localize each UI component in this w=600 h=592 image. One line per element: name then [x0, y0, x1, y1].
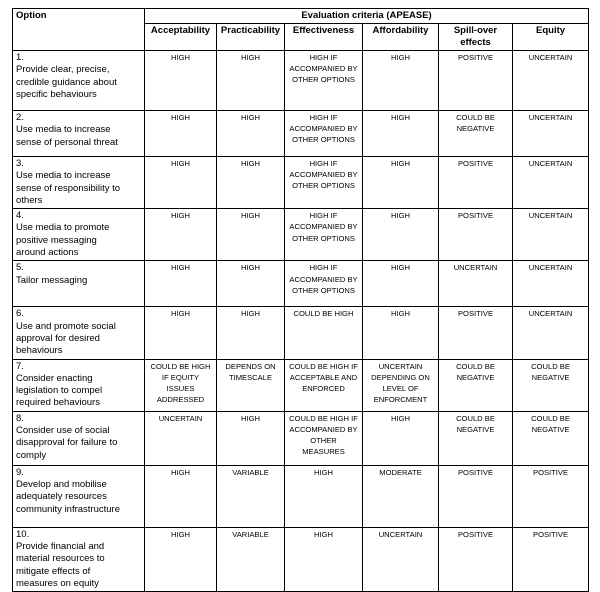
effectiveness-cell: HIGH IF ACCOMPANIED BY OTHER OPTIONS [285, 157, 363, 209]
affordability-cell: UNCERTAIN [363, 527, 439, 591]
spillover-cell: COULD BE NEGATIVE [439, 359, 513, 411]
equity-cell: POSITIVE [513, 527, 589, 591]
equity-cell: UNCERTAIN [513, 307, 589, 359]
table-row [13, 157, 589, 209]
acceptability-cell: HIGH [145, 157, 217, 209]
option-number: 7. [16, 360, 24, 372]
acceptability-cell: COULD BE HIGH IF EQUITY ISSUES ADDRESSED [145, 359, 217, 411]
option-text: Use and promote social approval for desired behaviours [16, 320, 116, 357]
affordability-cell: HIGH [363, 157, 439, 209]
effectiveness-cell: COULD BE HIGH IF ACCOMPANIED BY OTHER MEASURES [285, 411, 363, 465]
column-header-spillover: Spill-over effects [439, 24, 513, 51]
effectiveness-cell: HIGH IF ACCOMPANIED BY OTHER OPTIONS [285, 209, 363, 261]
spillover-cell: POSITIVE [439, 465, 513, 527]
affordability-cell: MODERATE [363, 465, 439, 527]
practicability-cell: HIGH [217, 411, 285, 465]
affordability-cell: UNCERTAIN DEPENDING ON LEVEL OF ENFORCMENT [363, 359, 439, 411]
option-cell [13, 51, 145, 111]
option-number: 6. [16, 308, 24, 320]
affordability-cell: HIGH [363, 307, 439, 359]
equity-cell: COULD BE NEGATIVE [513, 359, 589, 411]
column-header-acceptability: Acceptability [145, 24, 217, 51]
equity-cell: UNCERTAIN [513, 157, 589, 209]
option-number: 10. [16, 528, 30, 540]
spillover-cell: POSITIVE [439, 307, 513, 359]
acceptability-cell: HIGH [145, 307, 217, 359]
spillover-cell: COULD BE NEGATIVE [439, 111, 513, 157]
practicability-cell: DEPENDS ON TIMESCALE [217, 359, 285, 411]
criteria-header: Evaluation criteria (APEASE) [145, 9, 589, 24]
option-cell [13, 111, 145, 157]
spillover-cell: POSITIVE [439, 209, 513, 261]
option-number: 2. [16, 112, 24, 123]
option-number: 9. [16, 466, 24, 478]
column-header-effectiveness: Effectiveness [285, 24, 363, 51]
column-header-practicability: Practicability [217, 24, 285, 51]
option-text: Use media to promote positive messaging around actions [16, 222, 110, 259]
equity-cell: UNCERTAIN [513, 261, 589, 307]
table-row [13, 209, 589, 261]
effectiveness-cell: HIGH IF ACCOMPANIED BY OTHER OPTIONS [285, 111, 363, 157]
option-text: Provide financial and material resources to mitigate effects of measures on equity [16, 541, 105, 589]
table-row [13, 51, 589, 111]
acceptability-cell: HIGH [145, 261, 217, 307]
practicability-cell: HIGH [217, 261, 285, 307]
practicability-cell: HIGH [217, 209, 285, 261]
option-text: Develop and mobilise adequately resources community infrastructure [16, 479, 121, 515]
option-cell [13, 307, 145, 359]
practicability-cell: HIGH [217, 307, 285, 359]
option-cell [13, 411, 145, 465]
affordability-cell: HIGH [363, 209, 439, 261]
effectiveness-cell: COULD BE HIGH [285, 307, 363, 359]
spillover-cell: POSITIVE [439, 157, 513, 209]
option-header: Option [13, 9, 145, 51]
option-text: Consider use of social disapproval for failure to comply [16, 425, 118, 461]
acceptability-cell: HIGH [145, 465, 217, 527]
table-row [13, 359, 589, 411]
effectiveness-cell: HIGH [285, 465, 363, 527]
option-number: 8. [16, 412, 24, 424]
practicability-cell: VARIABLE [217, 465, 285, 527]
practicability-cell: VARIABLE [217, 527, 285, 591]
effectiveness-cell: COULD BE HIGH IF ACCEPTABLE AND ENFORCED [285, 359, 363, 411]
table-row [13, 411, 589, 465]
affordability-cell: HIGH [363, 51, 439, 111]
option-cell [13, 465, 145, 527]
option-number: 4. [16, 210, 24, 222]
table-row [13, 261, 589, 307]
option-text: Consider enacting legislation to compel required behaviours [16, 372, 103, 409]
affordability-cell: HIGH [363, 111, 439, 157]
spillover-cell: COULD BE NEGATIVE [439, 411, 513, 465]
spillover-cell: POSITIVE [439, 51, 513, 111]
equity-cell: POSITIVE [513, 465, 589, 527]
table-row [13, 527, 589, 591]
table-row [13, 307, 589, 359]
option-cell [13, 157, 145, 209]
acceptability-cell: UNCERTAIN [145, 411, 217, 465]
effectiveness-cell: HIGH [285, 527, 363, 591]
practicability-cell: HIGH [217, 111, 285, 157]
table-body [13, 51, 589, 592]
option-cell [13, 209, 145, 261]
option-text: Tailor messaging [16, 274, 88, 286]
affordability-cell: HIGH [363, 261, 439, 307]
option-number: 3. [16, 158, 24, 169]
option-number: 1. [16, 52, 24, 63]
effectiveness-cell: HIGH IF ACCOMPANIED BY OTHER OPTIONS [285, 261, 363, 307]
option-text: Use media to increase sense of responsibility to others [16, 170, 121, 206]
practicability-cell: HIGH [217, 157, 285, 209]
effectiveness-cell: HIGH IF ACCOMPANIED BY OTHER OPTIONS [285, 51, 363, 111]
option-cell [13, 261, 145, 307]
column-header-equity: Equity [513, 24, 589, 51]
acceptability-cell: HIGH [145, 527, 217, 591]
spillover-cell: POSITIVE [439, 527, 513, 591]
equity-cell: UNCERTAIN [513, 51, 589, 111]
column-header-affordability: Affordability [363, 24, 439, 51]
apease-table-container [12, 8, 589, 592]
acceptability-cell: HIGH [145, 51, 217, 111]
acceptability-cell: HIGH [145, 209, 217, 261]
option-number: 5. [16, 262, 24, 274]
option-text: Use media to increase sense of personal threat [16, 124, 118, 148]
option-cell [13, 527, 145, 591]
equity-cell: UNCERTAIN [513, 209, 589, 261]
apease-evaluation-table [12, 8, 589, 592]
option-cell [13, 359, 145, 411]
practicability-cell: HIGH [217, 51, 285, 111]
equity-cell: UNCERTAIN [513, 111, 589, 157]
equity-cell: COULD BE NEGATIVE [513, 411, 589, 465]
option-text: Provide clear, precise, credible guidance about specific behaviours [16, 64, 117, 100]
spillover-cell: UNCERTAIN [439, 261, 513, 307]
table-row [13, 465, 589, 527]
affordability-cell: HIGH [363, 411, 439, 465]
acceptability-cell: HIGH [145, 111, 217, 157]
table-row [13, 111, 589, 157]
